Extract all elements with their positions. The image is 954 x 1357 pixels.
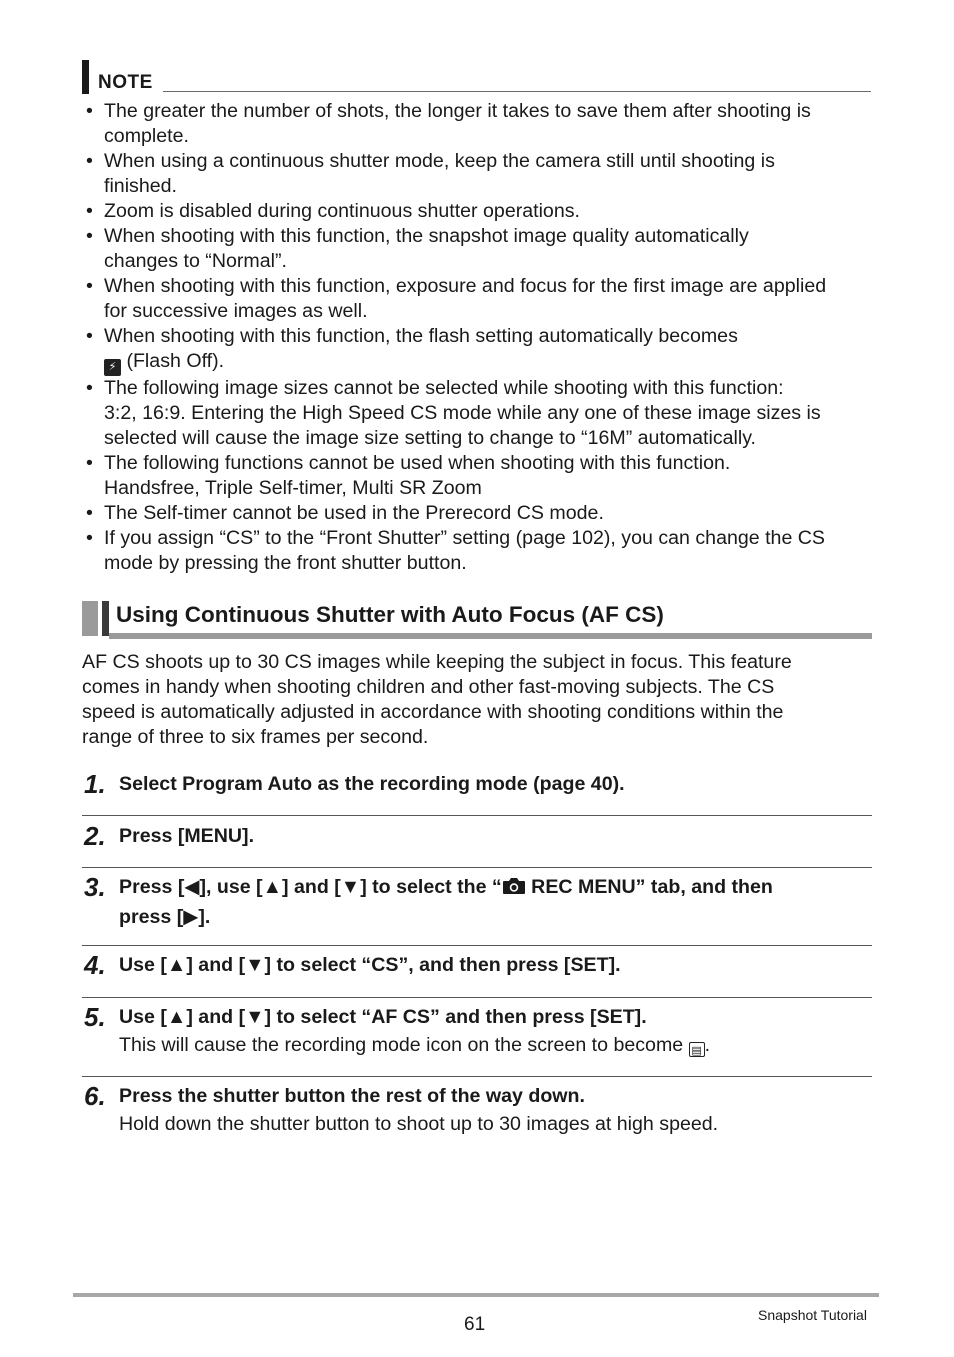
down-arrow-icon: ▼ (245, 954, 265, 976)
note-marker-bar (82, 60, 89, 94)
step-divider (82, 867, 872, 868)
section-marker-dark (102, 601, 109, 636)
step-instruction: Select Program Auto as the recording mode (page 40). (119, 773, 625, 795)
down-arrow-icon: ▼ (340, 876, 361, 898)
step-number: 1. (84, 769, 106, 799)
step-divider (82, 945, 872, 946)
note-item: • The Self-timer cannot be used in the Prerecord CS mode. (86, 502, 604, 524)
right-arrow-icon: ▶ (183, 906, 199, 928)
note-item: • If you assign “CS” to the “Front Shutter” setting (page 102), you can change the CS mode by pressing the front shutter button. (86, 527, 825, 574)
section-marker-light (82, 601, 98, 636)
flash-off-icon: ⚡ (104, 359, 121, 376)
down-arrow-icon: ▼ (245, 1006, 265, 1028)
af-cs-mode-icon: ▤ (689, 1042, 705, 1057)
note-heading: NOTE (98, 72, 153, 93)
footer-rule (73, 1293, 879, 1297)
step-instruction: Press [◀], use [▲] and [▼] to select the “ REC MENU” tab, and then press [▶]. (119, 876, 773, 928)
note-item: • When using a continuous shutter mode, keep the camera still until shooting is finished. (86, 150, 775, 197)
step-divider (82, 815, 872, 816)
note-item: • The following image sizes cannot be selected while shooting with this function: 3:2, 16:9. Entering the High Speed CS mode while any one of these image sizes is selected will cause the image size setting to change to “16M” automatically. (86, 377, 821, 449)
step-number: 3. (84, 872, 106, 902)
step-number: 4. (84, 950, 106, 980)
step-instruction: Press [MENU]. (119, 825, 255, 847)
step-instruction: Use [▲] and [▼] to select “CS”, and then press [SET]. (119, 954, 621, 976)
note-list (82, 99, 872, 576)
note-item: • The greater the number of shots, the longer it takes to save them after shooting is complete. (86, 100, 811, 147)
step-instruction: Press the shutter button the rest of the way down. (119, 1085, 585, 1107)
note-item: • The following functions cannot be used when shooting with this function. Handsfree, Triple Self-timer, Multi SR Zoom (86, 452, 731, 499)
note-item: • When shooting with this function, exposure and focus for the first image are applied for successive images as well. (86, 275, 827, 322)
section-intro: AF CS shoots up to 30 CS images while keeping the subject in focus. This feature comes in handy when shooting children and other fast-moving subjects. The CS speed is automatically adjusted in accordance with shooting conditions within the range of three to six frames per second. (82, 651, 792, 748)
page-number: 61 (464, 1314, 486, 1335)
section-title: Using Continuous Shutter with Auto Focus (AF CS) (116, 602, 664, 627)
left-arrow-icon: ◀ (184, 876, 200, 898)
step-divider (82, 1076, 872, 1077)
step-number: 2. (84, 821, 106, 851)
section-underline (109, 633, 872, 639)
note-item: • When shooting with this function, the flash setting automatically becomes ⚡ (Flash Off). (82, 324, 872, 376)
note-item: • Zoom is disabled during continuous shutter operations. (86, 200, 580, 222)
step-divider (82, 997, 872, 998)
step-number: 5. (84, 1002, 106, 1032)
up-arrow-icon: ▲ (262, 876, 282, 898)
note-divider (163, 91, 871, 92)
note-item: • When shooting with this function, the snapshot image quality automatically changes to “Normal”. (86, 225, 749, 272)
camera-icon (502, 875, 526, 903)
step-detail: Hold down the shutter button to shoot up to 30 images at high speed. (119, 1113, 719, 1135)
up-arrow-icon: ▲ (166, 1006, 187, 1028)
footer-section-label: Snapshot Tutorial (758, 1307, 867, 1323)
step-instruction: Use [▲] and [▼] to select “AF CS” and then press [SET]. (119, 1006, 647, 1028)
step-number: 6. (84, 1081, 106, 1111)
step-detail: This will cause the recording mode icon on the screen to become ▤ . (119, 1034, 711, 1057)
up-arrow-icon: ▲ (166, 954, 187, 976)
